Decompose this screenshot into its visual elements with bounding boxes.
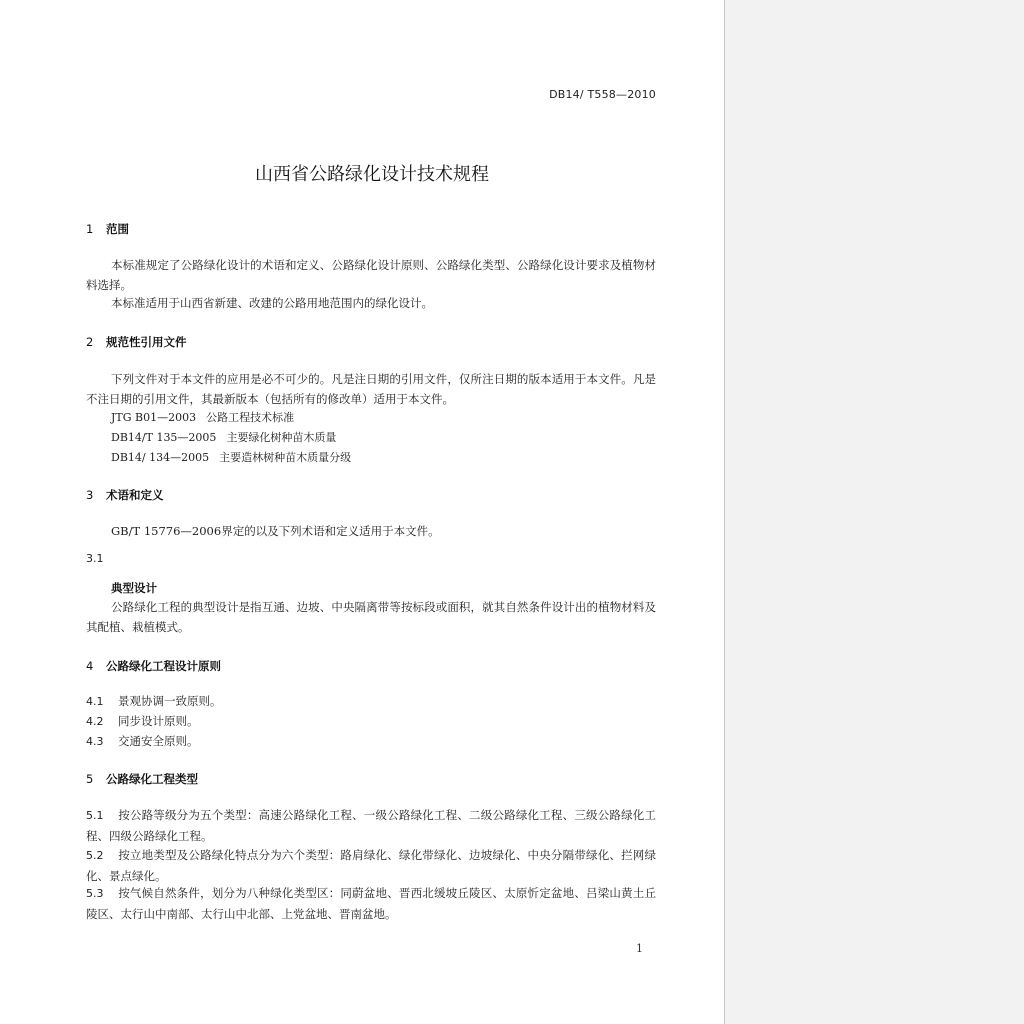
section-title: 公路绿化工程设计原则 (106, 659, 221, 673)
reference-code: JTG B01—2003 (111, 411, 197, 424)
clause-number: 5.2 (86, 849, 104, 862)
reference-item (111, 429, 336, 445)
section-2-paragraph-1: 下列文件对于本文件的应用是必不可少的。凡是注日期的引用文件，仅所注日期的版本适用于本文件。凡是不注日期的引用文件，其最新版本（包括所有的修改单）适用于本文件。 (86, 372, 656, 406)
clause-number: 5.1 (86, 809, 104, 822)
section-2-heading (86, 334, 187, 350)
section-title: 范围 (106, 222, 129, 236)
section-number: 3 (86, 488, 94, 502)
clause-number: 4.2 (86, 715, 104, 728)
clause-paragraph (86, 805, 656, 846)
term-heading: 典型设计 (111, 581, 157, 595)
page-number: 1 (636, 942, 643, 955)
reference-code: DB14/ 134—2005 (111, 451, 210, 464)
clause-item (86, 693, 222, 709)
clause-number: 4.3 (86, 735, 104, 748)
clause-item (86, 713, 199, 729)
section-title: 术语和定义 (106, 488, 164, 502)
section-3-paragraph-1: GB/T 15776—2006界定的以及下列术语和定义适用于本文件。 (111, 524, 440, 538)
subclause-number: 3.1 (86, 552, 104, 565)
section-3-heading (86, 487, 164, 503)
clause-text: 同步设计原则。 (118, 714, 199, 728)
reference-item (111, 409, 294, 425)
term-definition: 公路绿化工程的典型设计是指互通、边坡、中央隔离带等按标段或面积，就其自然条件设计出的植物材料及其配植、栽植模式。 (86, 600, 656, 634)
document-title: 山西省公路绿化设计技术规程 (255, 164, 489, 185)
clause-text: 按气候自然条件，划分为八种绿化类型区：同蔚盆地、晋西北缓坡丘陵区、太原忻定盆地、吕梁山黄土丘陵区、太行山中南部、太行山中北部、上党盆地、晋南盆地。 (86, 886, 656, 921)
reference-code: DB14/T 135—2005 (111, 431, 217, 444)
section-number: 1 (86, 222, 94, 236)
clause-text: 景观协调一致原则。 (118, 694, 222, 708)
section-5-heading (86, 771, 198, 787)
section-title: 公路绿化工程类型 (106, 772, 198, 786)
clause-item (86, 733, 199, 749)
clause-number: 4.1 (86, 695, 104, 708)
clause-number: 5.3 (86, 887, 104, 900)
reference-item (111, 449, 351, 465)
clause-text: 按立地类型及公路绿化特点分为六个类型：路肩绿化、绿化带绿化、边坡绿化、中央分隔带绿化、拦网绿化、景点绿化。 (86, 848, 656, 883)
section-1-heading (86, 221, 129, 237)
section-number: 5 (86, 772, 94, 786)
section-1-paragraph-1: 本标准规定了公路绿化设计的术语和定义、公路绿化设计原则、公路绿化类型、公路绿化设计要求及植物材料选择。 (86, 258, 656, 292)
section-4-heading (86, 658, 221, 674)
section-number: 2 (86, 335, 94, 349)
clause-text: 按公路等级分为五个类型：高速公路绿化工程、一级公路绿化工程、二级公路绿化工程、三级公路绿化工程、四级公路绿化工程。 (86, 808, 656, 843)
clause-text: 交通安全原则。 (118, 734, 199, 748)
section-1-paragraph-2: 本标准适用于山西省新建、改建的公路用地范围内的绿化设计。 (111, 296, 433, 310)
clause-paragraph (86, 845, 656, 886)
reference-name: 主要绿化树种苗木质量 (226, 431, 337, 444)
clause-paragraph (86, 883, 656, 924)
section-title: 规范性引用文件 (106, 335, 187, 349)
reference-name: 主要造林树种苗木质量分级 (219, 451, 352, 464)
standard-code: DB14/ T558—2010 (549, 88, 656, 101)
section-number: 4 (86, 659, 94, 673)
reference-name: 公路工程技术标准 (206, 411, 295, 424)
